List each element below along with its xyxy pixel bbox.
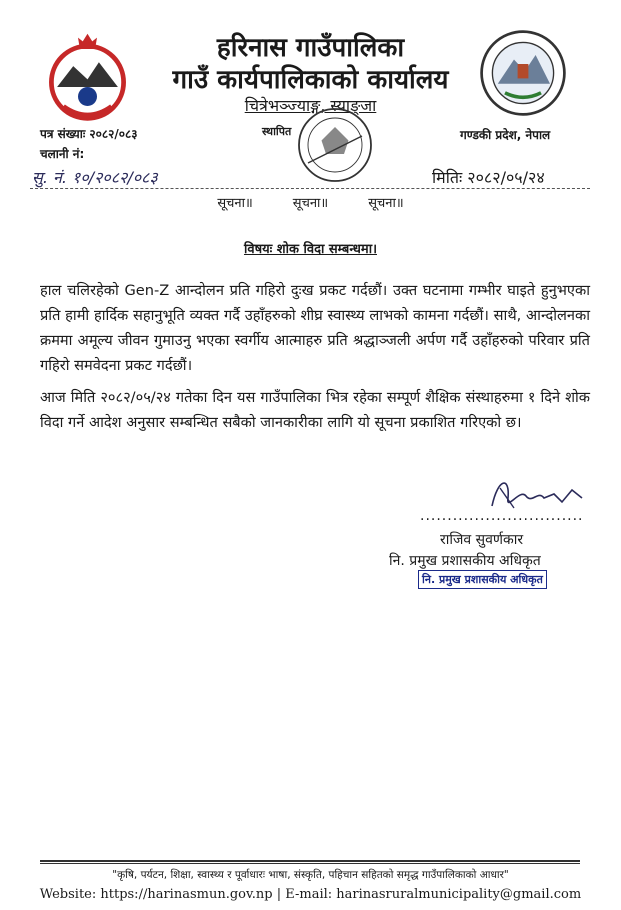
handwritten-reference: सु. नं. १०/२०८२/०८३ (32, 168, 158, 187)
body-paragraph-2: आज मिति २०८२/०५/२४ गतेका दिन यस गाउँपालिका भित्र रहेका सम्पूर्ण शैक्षिक संस्थाहरुमा १ दिने शोक विदा गर्ने आदेश अनुसार सम्बन्धित सबैको जानकारीका लागि यो सूचना प्रकाशित गरिएको छ। (40, 389, 590, 431)
signatory-title: नि. प्रमुख प्रशासकीय अधिकृत (389, 553, 541, 569)
office-address: चित्रेभञ्ज्याङ्ग, स्याङ्जा (244, 96, 377, 115)
body-paragraph-1: हाल चलिरहेको Gen-Z आन्दोलन प्रति गहिरो दुःख प्रकट गर्दछौं। उक्त घटनामा गम्भीर घाइते हुनुभएका प्रति हामी हार्दिक सहानुभूति व्यक्त गर्दै उहाँहरुको शीघ्र स्वास्थ्य लाभको कामना गर्दछौं। साथै, आन्दोलनका क्रममा अमूल्य जीवन गुमाउनु भएका स्वर्गीय आत्माहरु प्रति श्रद्धाञ्जली अर्पण गर्दै उहाँहरुको परिवार प्रति गहिरो समवेदना प्रकट गर्दछौं। (40, 282, 590, 374)
notice-heading: सूचना॥ (217, 196, 253, 211)
office-stamp-icon (290, 100, 380, 190)
dispatch-number: चलानी नं: (40, 147, 85, 161)
footer-divider (40, 860, 580, 862)
footer-motto: "कृषि, पर्यटन, शिक्षा, स्वास्थ्य र पूर्वाधारः भाषा, संस्कृति, पहिचान सहितको समृद्ध गाउँपालिकाको आधार" (112, 869, 509, 881)
office-title-line2: गाउँ कार्यपालिकाको कार्यालय (172, 65, 449, 95)
province-label: गण्डकी प्रदेश, नेपाल (460, 128, 551, 142)
letter-date: मितिः २०८२/०५/२४ (432, 168, 545, 187)
notice-heading: सूचना॥ (292, 196, 329, 211)
established-label: स्थापित (262, 125, 292, 138)
header-divider (30, 188, 590, 189)
footer-divider-thin (40, 863, 580, 864)
signatory-name: राजिव सुवर्णकार (440, 532, 524, 548)
signature-line: .............................. (420, 508, 584, 524)
notice-heading-row (0, 193, 621, 211)
office-title-line1: हरिनास गाउँपालिका (216, 33, 405, 63)
notice-heading: सूचना॥ (368, 196, 404, 211)
footer-contact: Website: https://harinasmun.gov.np | E-mail: harinasruralmunicipality@gmail.com (39, 887, 582, 902)
designation-stamp: नि. प्रमुख प्रशासकीय अधिकृत (418, 570, 547, 589)
reference-number: पत्र संख्याः २०८२/०८३ (40, 127, 138, 141)
letter-subject: विषयः शोक विदा सम्बन्धमा। (243, 242, 377, 257)
